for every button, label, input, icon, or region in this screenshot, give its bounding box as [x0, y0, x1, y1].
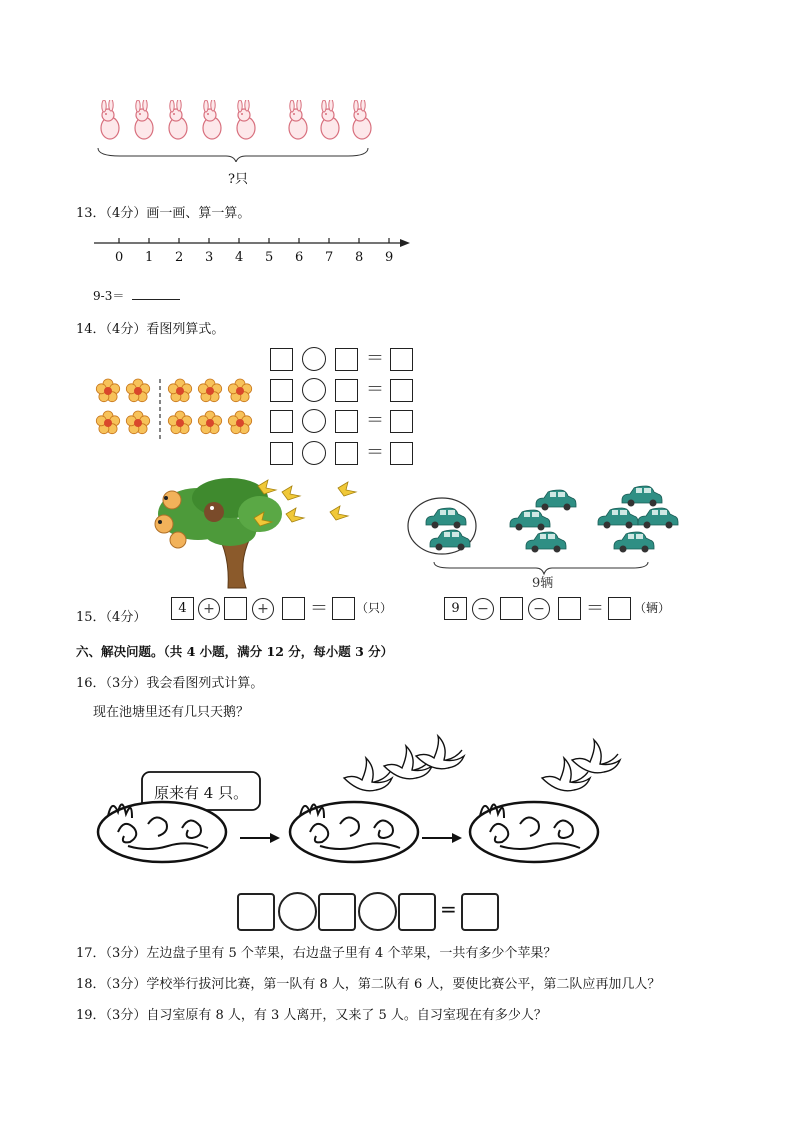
answer-box[interactable]	[500, 597, 523, 620]
answer-box[interactable]	[282, 597, 305, 620]
q14-header: 14．（4分）看图列算式。	[76, 322, 225, 337]
answer-box[interactable]	[608, 597, 631, 620]
plus-circle: +	[252, 598, 274, 620]
given-number-box: 4	[171, 597, 194, 620]
answer-box[interactable]	[270, 410, 293, 433]
q18-text: 18．（3分）学校举行拔河比赛，第一队有 8 人，第二队有 6 人，要使比赛公平，第二队应再加几人？	[76, 977, 661, 992]
answer-box[interactable]	[390, 379, 413, 402]
operator-circle[interactable]	[302, 347, 326, 371]
rabbits-illustration	[90, 100, 380, 162]
minus-circle: −	[472, 598, 494, 620]
brace	[98, 148, 368, 162]
equals-sign: ＝	[586, 598, 604, 619]
flowers-illustration	[94, 375, 256, 443]
tick-label-1: 1	[145, 250, 154, 265]
answer-box[interactable]	[224, 597, 247, 620]
speech-bubble-text: 原来有 4 只。	[154, 784, 249, 802]
equals-sign: ＝	[366, 379, 384, 400]
q13-answer-blank[interactable]	[132, 299, 180, 300]
tick-label-4: 4	[235, 250, 244, 265]
operator-circle[interactable]	[358, 892, 397, 931]
operator-circle[interactable]	[302, 441, 326, 465]
operator-circle[interactable]	[278, 892, 317, 931]
birds-unit: （只）	[356, 601, 393, 615]
answer-box[interactable]	[335, 379, 358, 402]
rabbit-group-right	[289, 100, 371, 139]
rabbit-brace-label: ?只	[228, 172, 248, 187]
q15-header: 15．（4分）	[76, 610, 147, 625]
tick-label-6: 6	[295, 250, 304, 265]
tick-label-2: 2	[175, 250, 184, 265]
q17-text: 17．（3分）左边盘子里有 5 个苹果，右边盘子里有 4 个苹果，一共有多少个苹果？	[76, 946, 557, 961]
q13-expression: 9-3＝	[93, 289, 125, 303]
answer-box[interactable]	[335, 410, 358, 433]
tick-label-8: 8	[355, 250, 364, 265]
cars-illustration	[406, 482, 682, 582]
answer-box[interactable]	[270, 442, 293, 465]
equals-sign: ＝	[310, 598, 328, 619]
operator-circle[interactable]	[302, 409, 326, 433]
equals-sign: ＝	[366, 442, 384, 463]
q16-header: 16．（3分）我会看图列式计算。	[76, 676, 264, 691]
equals-sign: =	[440, 897, 457, 921]
tick-label-5: 5	[265, 250, 274, 265]
rabbit-group-left	[101, 100, 255, 139]
tick-label-7: 7	[325, 250, 334, 265]
answer-box[interactable]	[398, 893, 436, 931]
answer-box[interactable]	[558, 597, 581, 620]
tick-label-9: 9	[385, 250, 394, 265]
q19-text: 19．（3分）自习室原有 8 人，有 3 人离开，又来了 5 人。自习室现在有多少人？	[76, 1008, 547, 1023]
answer-box[interactable]	[270, 379, 293, 402]
plus-circle: +	[198, 598, 220, 620]
q13-header: 13．（4分）画一画、算一算。	[76, 206, 251, 221]
tree-birds-illustration	[150, 474, 366, 592]
number-line	[92, 234, 412, 254]
answer-box[interactable]	[270, 348, 293, 371]
answer-box[interactable]	[332, 597, 355, 620]
answer-box[interactable]	[390, 442, 413, 465]
swan-pond-illustration	[94, 730, 624, 880]
section-6-header: 六、解决问题。（共 4 小题，满分 12 分，每小题 3 分）	[76, 644, 394, 659]
answer-box[interactable]	[335, 348, 358, 371]
tick-label-3: 3	[205, 250, 214, 265]
answer-box[interactable]	[237, 893, 275, 931]
q16-question: 现在池塘里还有几只天鹅？	[93, 705, 250, 720]
equals-sign: ＝	[366, 348, 384, 369]
cars-unit: （辆）	[634, 601, 671, 615]
answer-box[interactable]	[335, 442, 358, 465]
minus-circle: −	[528, 598, 550, 620]
answer-box[interactable]	[461, 893, 499, 931]
answer-box[interactable]	[318, 893, 356, 931]
answer-box[interactable]	[390, 410, 413, 433]
cars-brace-label: 9辆	[532, 576, 554, 591]
answer-box[interactable]	[390, 348, 413, 371]
operator-circle[interactable]	[302, 378, 326, 402]
tick-label-0: 0	[115, 250, 124, 265]
equals-sign: ＝	[366, 410, 384, 431]
given-number-box: 9	[444, 597, 467, 620]
